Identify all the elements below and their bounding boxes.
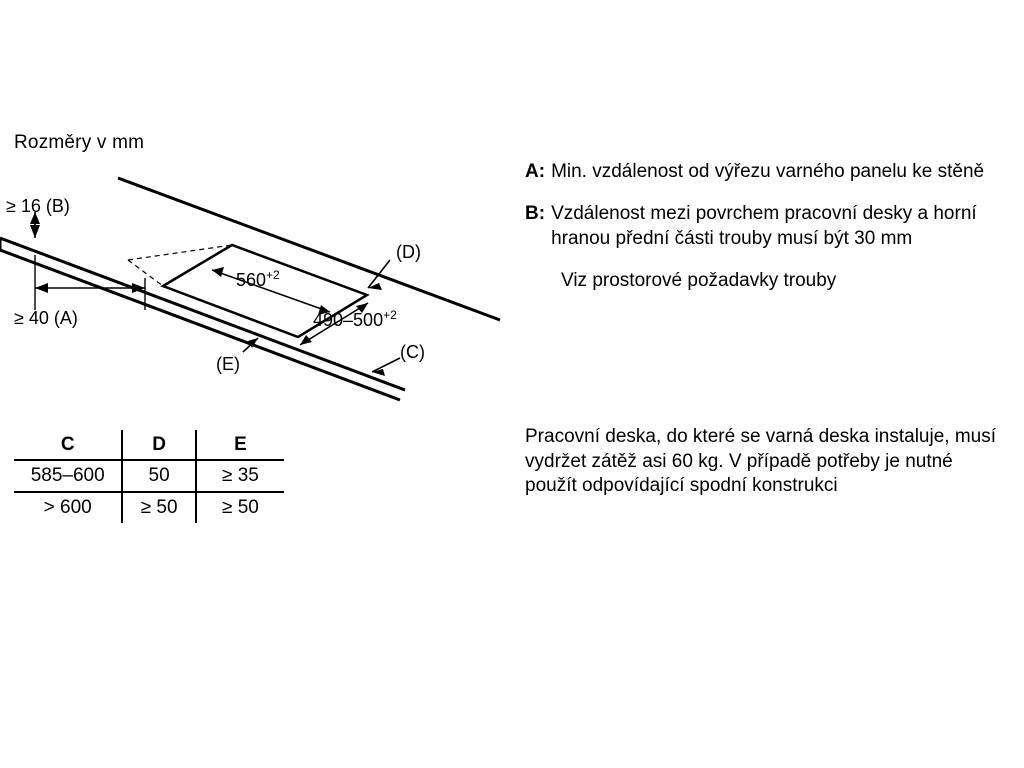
label-cutout-width-tolerance: +2 [266, 268, 280, 282]
table-cell-e-1: ≥ 35 [196, 460, 284, 492]
note-oven-requirements: Viz prostorové požadavky trouby [561, 269, 837, 291]
table-cell-e-2: ≥ 50 [196, 492, 284, 523]
legend-text-a: Min. vzdálenost od výřezu varného panelu ke stěně [551, 161, 985, 182]
label-a-distance: ≥ 40 (A) [14, 308, 78, 328]
table-header-e: E [234, 434, 247, 455]
table-header-row [14, 430, 284, 460]
label-d-marker: (D) [396, 242, 421, 262]
table-cell-d-2: ≥ 50 [122, 492, 196, 523]
label-c-marker: (C) [400, 342, 425, 362]
table-cell-d-1: 50 [122, 460, 196, 492]
table-cell-c-1: 585–600 [14, 460, 122, 492]
installation-drawing [0, 160, 510, 410]
legend-text-b: Vzdálenost mezi povrchem pracovní desky a horní hranou přední části trouby musí být 30 mm [551, 203, 977, 249]
note-worktop-load: Pracovní deska, do které se varná deska instaluje, musí vydržet zátěž asi 60 kg. V případě potřeby je nutné použít odpovídající spodní konstrukci [525, 426, 997, 497]
label-cutout-width: $560^{+2}$ [236, 268, 280, 290]
label-cutout-depth: $490-500^{+2}$ [313, 308, 397, 330]
legend-key-b: B: [525, 203, 546, 225]
table-cell-c-2: > 600 [14, 492, 122, 523]
legend-key-a: A: [525, 161, 546, 182]
table-row [14, 460, 284, 492]
label-cutout-depth-tolerance: +2 [383, 308, 397, 322]
legend-item-a [525, 160, 1005, 184]
table-row [14, 492, 284, 523]
legend-column [525, 160, 1005, 309]
label-b-distance: ≥ 16 (B) [6, 196, 70, 216]
label-e-marker: (E) [216, 354, 240, 374]
table-header-c: C [60, 434, 75, 455]
table-header-d: D [122, 430, 196, 460]
legend-item-b [525, 202, 1005, 251]
dimension-table [14, 430, 284, 523]
page-title: Rozměry v mm [14, 132, 145, 153]
dimension-table-wrapper [14, 430, 284, 523]
